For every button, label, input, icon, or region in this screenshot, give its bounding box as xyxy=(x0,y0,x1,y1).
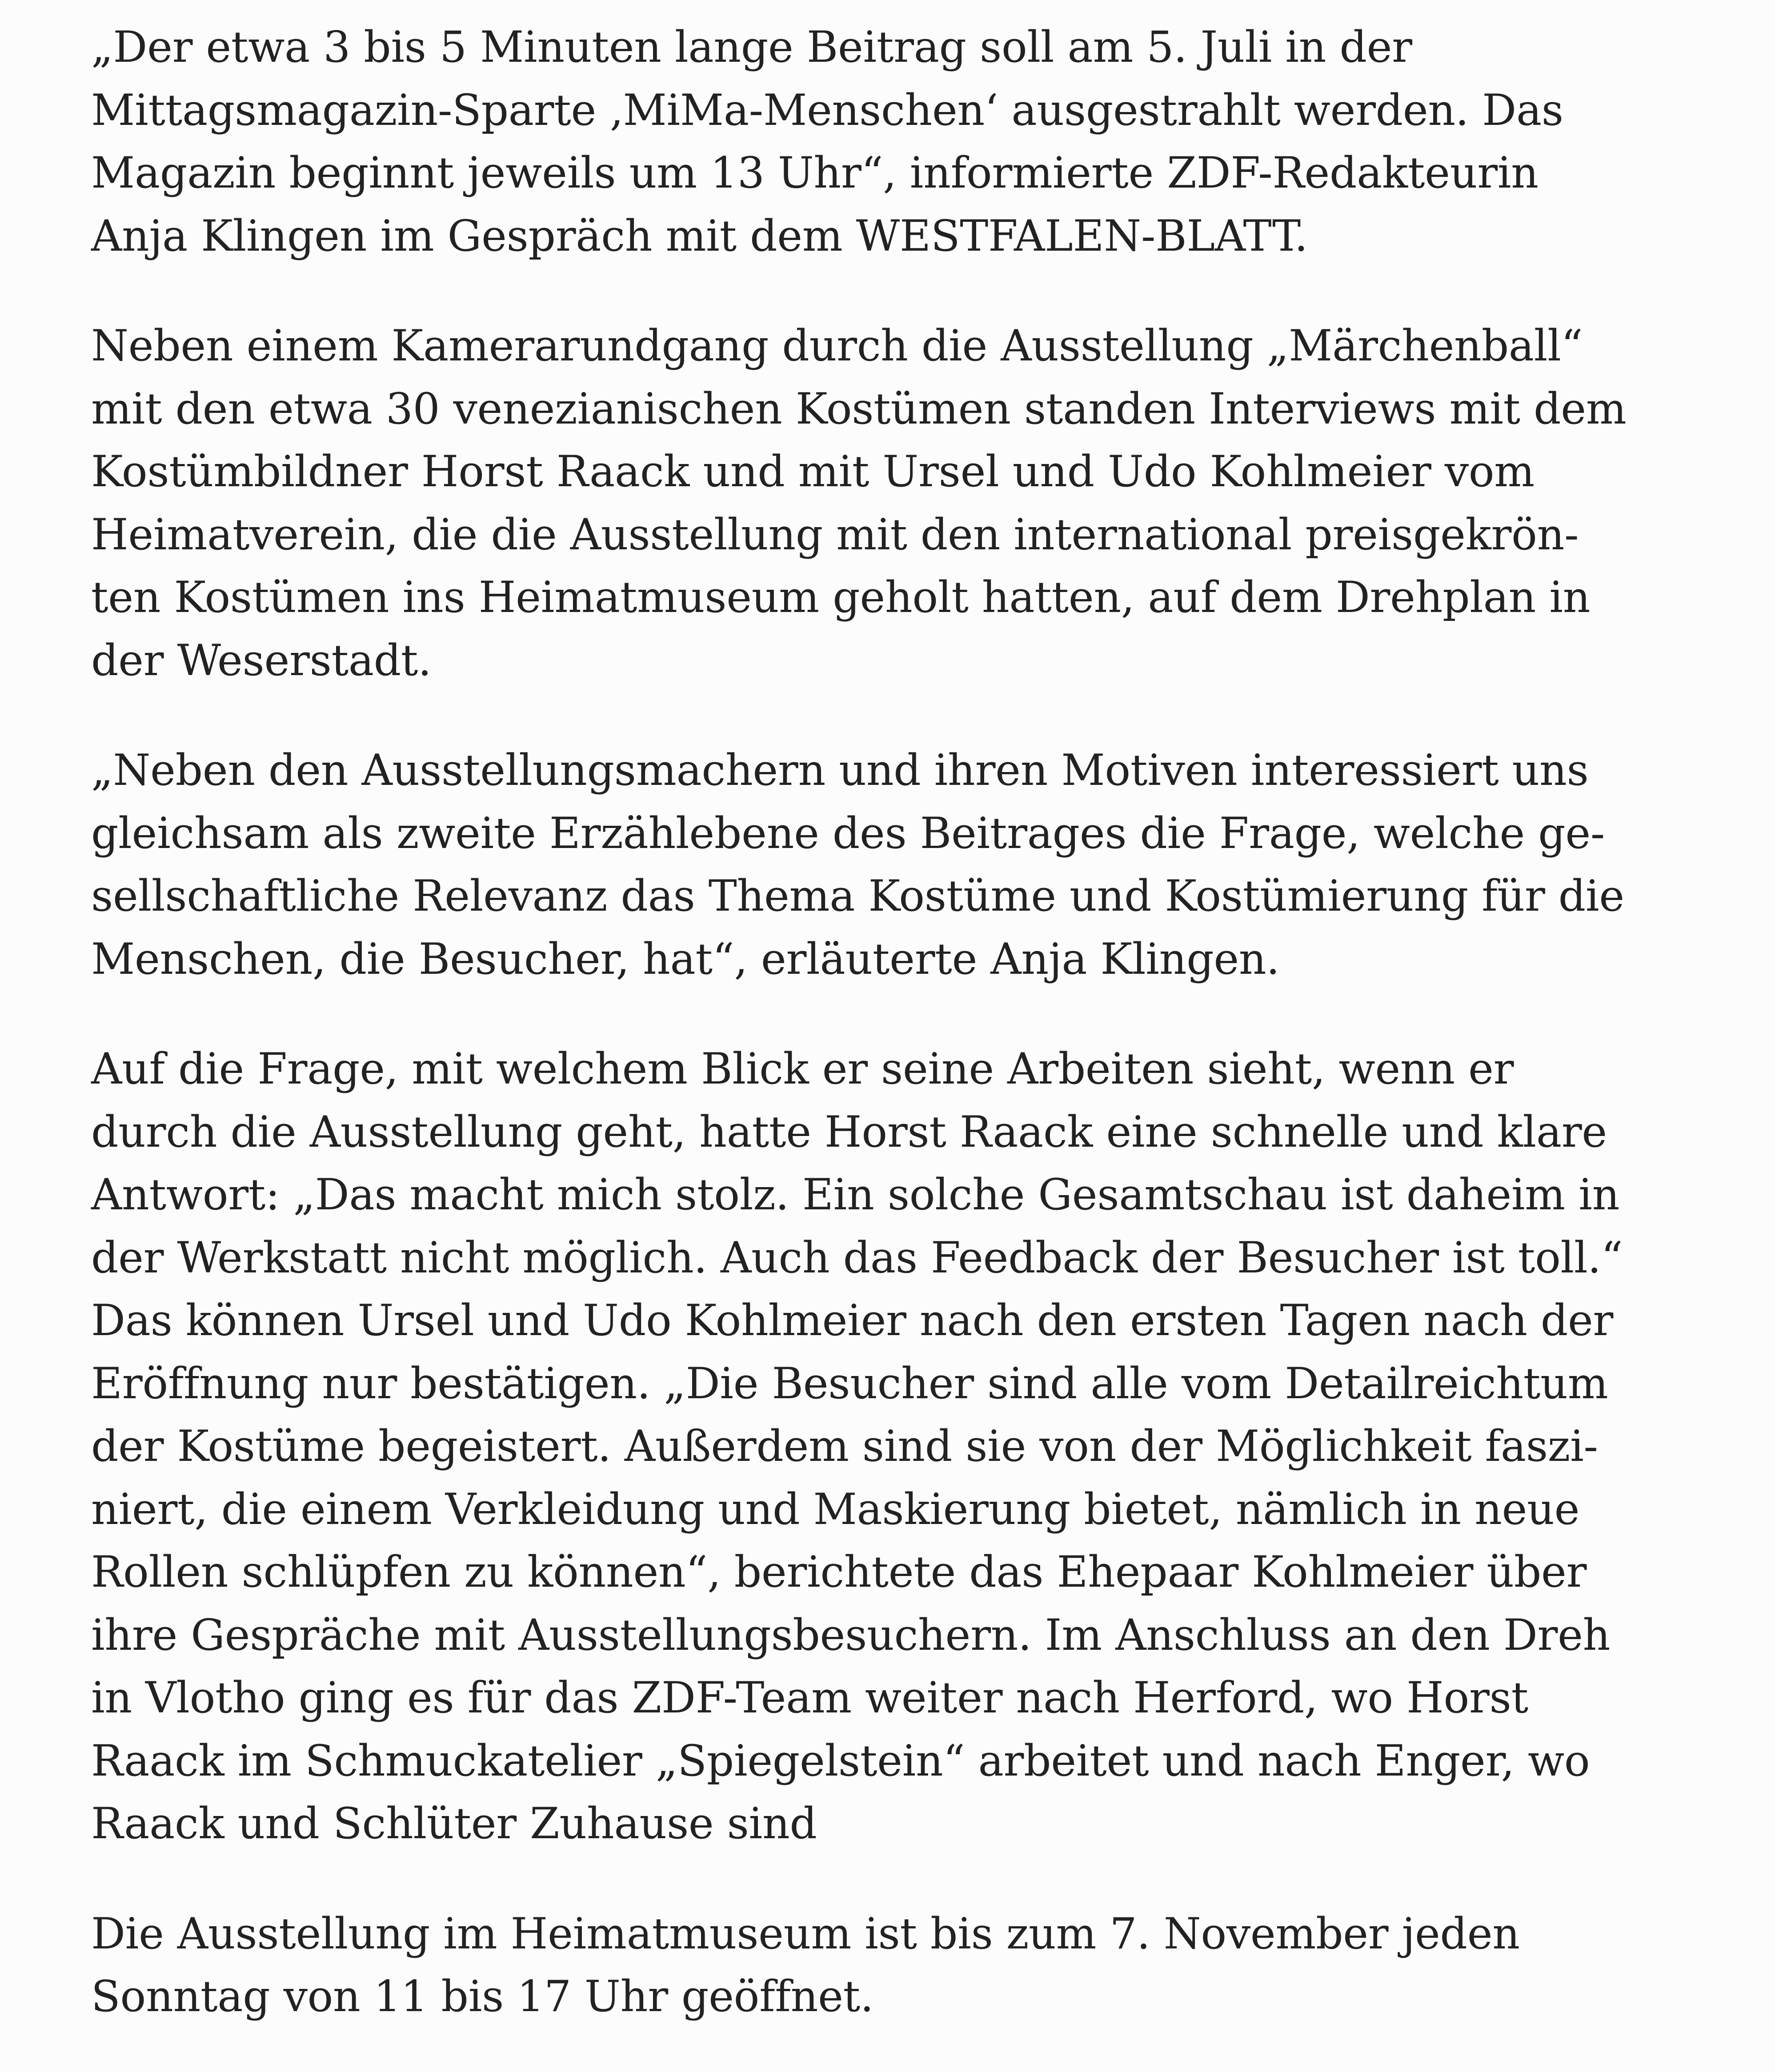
text-line: Heimatverein, die die Ausstellung mit den international preisgekrön- xyxy=(91,509,1579,560)
paragraph-3 xyxy=(91,739,1686,991)
text-line: Das können Ursel und Udo Kohlmeier nach den ersten Tagen nach der xyxy=(91,1296,1614,1345)
paragraph-4 xyxy=(91,1038,1686,1856)
paragraph-spacer xyxy=(91,1856,1686,1903)
paragraph-1 xyxy=(91,16,1686,268)
text-line: Auf die Frage, mit welchem Blick er seine Arbeiten sieht, wenn er xyxy=(91,1044,1514,1094)
text-line: Raack im Schmuckatelier „Spiegelstein“ arbeitet und nach Enger, wo xyxy=(91,1736,1590,1786)
text-line: Eröffnung nur bestätigen. „Die Besucher sind alle vom Detailreichtum xyxy=(91,1358,1608,1408)
paragraph-2 xyxy=(91,315,1686,692)
text-line: Mittagsmagazin-Sparte ‚MiMa-Menschen‘ ausgestrahlt werden. Das xyxy=(91,85,1563,135)
text-line: Raack und Schlüter Zuhause sind xyxy=(91,1799,817,1848)
text-line: ten Kostümen ins Heimatmuseum geholt hatten, auf dem Drehplan in xyxy=(91,572,1591,622)
text-line: „Neben den Ausstellungsmachern und ihren Motiven interessiert uns xyxy=(91,745,1589,795)
text-line: ihre Gespräche mit Ausstellungsbesuchern. Im Anschluss an den Dreh xyxy=(91,1610,1611,1660)
text-line: Anja Klingen im Gespräch mit dem WESTFALEN-BLATT. xyxy=(91,211,1308,261)
text-line: Die Ausstellung im Heimatmuseum ist bis zum 7. November jeden xyxy=(91,1908,1520,1959)
text-line: Rollen schlüpfen zu können“, berichtete das Ehepaar Kohlmeier über xyxy=(91,1547,1587,1597)
text-line: in Vlotho ging es für das ZDF-Team weiter nach Herford, wo Horst xyxy=(91,1673,1528,1723)
text-line: der Kostüme begeistert. Außerdem sind sie von der Möglichkeit faszi- xyxy=(91,1421,1598,1471)
paragraph-spacer xyxy=(91,991,1686,1038)
text-line: sellschaftliche Relevanz das Thema Kostüme und Kostümierung für die xyxy=(91,871,1624,921)
text-line: Antwort: „Das macht mich stolz. Ein solche Gesamtschau ist daheim in xyxy=(91,1170,1620,1220)
text-line: „Der etwa 3 bis 5 Minuten lange Beitrag soll am 5. Juli in der xyxy=(91,22,1412,72)
text-line: durch die Ausstellung geht, hatte Horst Raack eine schnelle und klare xyxy=(91,1107,1607,1157)
text-line: Menschen, die Besucher, hat“, erläuterte Anja Klingen. xyxy=(91,934,1280,984)
text-line: der Weserstadt. xyxy=(91,635,432,685)
text-line: mit den etwa 30 venezianischen Kostümen standen Interviews mit dem xyxy=(91,384,1627,434)
text-line: Magazin beginnt jeweils um 13 Uhr“, informierte ZDF-Redakteurin xyxy=(91,148,1539,198)
paragraph-spacer xyxy=(91,692,1686,739)
text-line: niert, die einem Verkleidung und Maskierung bietet, nämlich in neue xyxy=(91,1484,1580,1534)
text-line: Sonntag von 11 bis 17 Uhr geöffnet. xyxy=(91,1972,874,2021)
text-line: Kostümbildner Horst Raack und mit Ursel und Udo Kohlmeier vom xyxy=(91,447,1535,496)
text-line: Neben einem Kamerarundgang durch die Ausstellung „Märchenball“ xyxy=(91,321,1583,371)
text-line: gleichsam als zweite Erzählebene des Beitrages die Frage, welche ge- xyxy=(91,808,1605,858)
text-line: der Werkstatt nicht möglich. Auch das Feedback der Besucher ist toll.“ xyxy=(91,1232,1623,1283)
paragraph-5 xyxy=(91,1903,1686,2028)
paragraph-spacer xyxy=(91,268,1686,315)
